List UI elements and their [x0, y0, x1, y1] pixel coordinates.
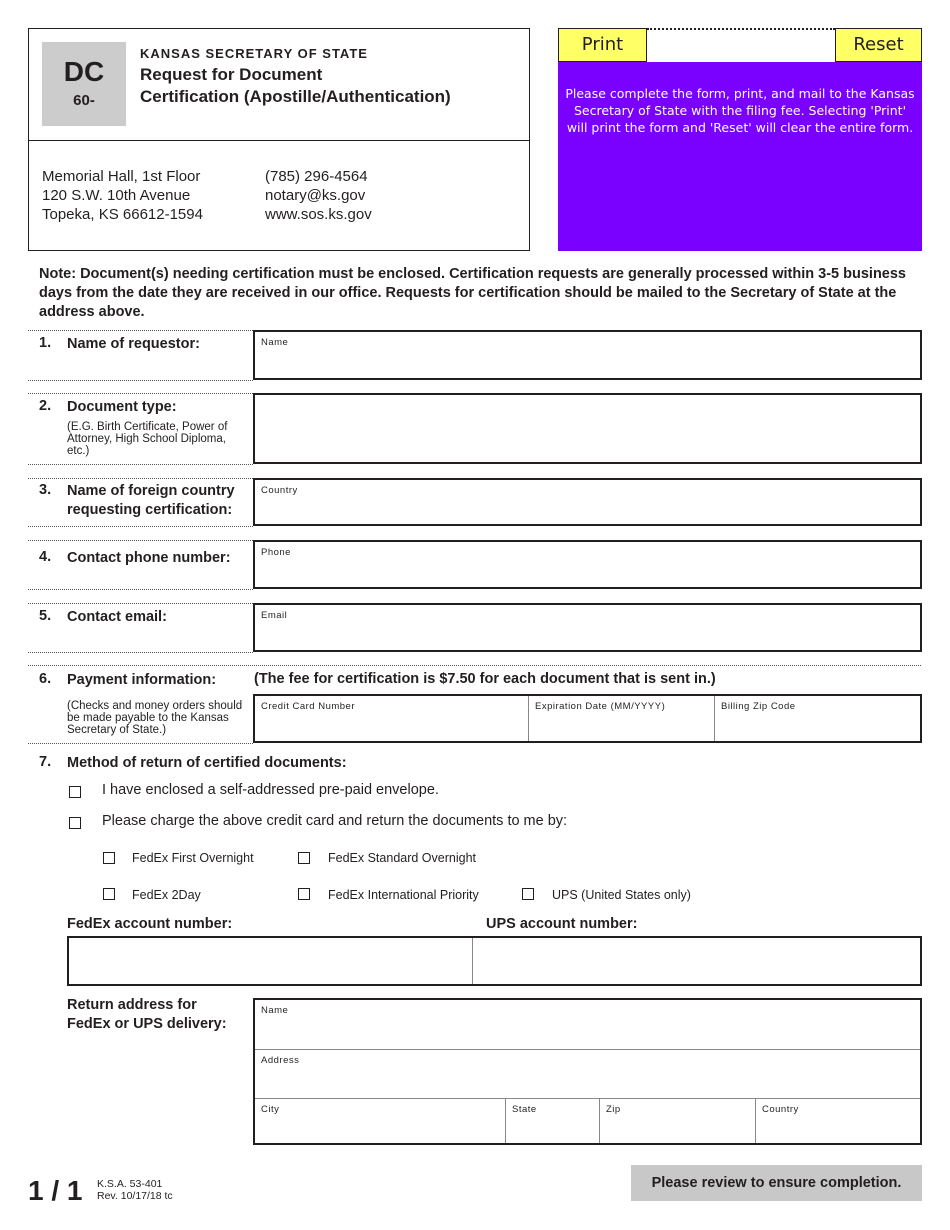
email-field[interactable]: [253, 603, 922, 652]
field-caption: Address: [261, 1055, 300, 1066]
instructions-panel: [558, 62, 922, 251]
row-separator: [28, 540, 253, 541]
contact-email-label: Contact email:: [67, 609, 167, 625]
return-method-label: Method of return of certified documents:: [67, 755, 347, 771]
fedex-2day-label: FedEx 2Day: [132, 888, 201, 902]
statute-reference: K.S.A. 53-401: [97, 1178, 163, 1190]
fee-note: (The fee for certification is $7.50 for each document that is sent in.): [254, 671, 716, 687]
foreign-country-label: [67, 482, 235, 520]
ups-account-field[interactable]: [473, 938, 920, 984]
country-field[interactable]: [755, 1099, 920, 1143]
ups-us-checkbox[interactable]: [522, 888, 534, 900]
city-field[interactable]: [255, 1099, 505, 1143]
page-number: 1 / 1: [28, 1175, 83, 1206]
charge-card-checkbox[interactable]: [69, 817, 81, 829]
reset-button[interactable]: Reset: [835, 28, 922, 62]
envelope-option-label: I have enclosed a self-addressed pre-paid envelope.: [102, 782, 439, 798]
row-separator: [28, 665, 921, 666]
row-separator: [28, 743, 253, 744]
row-separator: [28, 330, 253, 331]
question-number: 4.: [39, 549, 52, 565]
form-code: DC: [63, 56, 105, 87]
state-field[interactable]: [505, 1099, 599, 1143]
field-caption: Phone: [261, 547, 291, 558]
form-title-line2: Certification (Apostille/Authentication): [140, 87, 451, 106]
charge-card-option-label: Please charge the above credit card and return the documents to me by:: [102, 813, 568, 829]
ups-account-label: UPS account number:: [486, 916, 638, 932]
fedex-first-overnight-label: FedEx First Overnight: [132, 851, 254, 865]
row-separator: [28, 589, 253, 590]
office-website: www.sos.ks.gov: [265, 206, 372, 223]
instructions-text: Please complete the form, print, and mail to the Kansas Secretary of State with the filing fee. Selecting 'Print' will print the form and 'Reset' will clear the entire form.: [565, 86, 915, 135]
row-separator: [28, 526, 253, 527]
review-notice: Please review to ensure completion.: [631, 1165, 922, 1201]
form-number: 60-: [73, 92, 95, 109]
field-caption: Email: [261, 610, 288, 621]
header-divider: [28, 140, 530, 141]
field-caption: Credit Card Number: [261, 701, 355, 712]
fedex-account-field[interactable]: [69, 938, 472, 984]
button-bar-top-border: [647, 28, 835, 30]
office-phone: (785) 296-4564: [265, 168, 368, 185]
office-email: notary@ks.gov: [265, 187, 366, 204]
row-separator: [28, 464, 253, 465]
row-separator: [28, 478, 253, 479]
account-number-fields: [67, 936, 922, 986]
field-caption: Country: [762, 1104, 799, 1115]
foreign-country-label-line1: Name of foreign country: [67, 483, 235, 499]
footer-citation: [97, 1178, 173, 1202]
question-number: 6.: [39, 671, 52, 687]
agency-name: KANSAS SECRETARY OF STATE: [140, 46, 368, 61]
billing-zip-field[interactable]: [714, 696, 920, 741]
envelope-checkbox[interactable]: [69, 786, 81, 798]
fedex-2day-checkbox[interactable]: [103, 888, 115, 900]
return-address-fields: [253, 998, 922, 1145]
return-address-label-line1: Return address for: [67, 997, 197, 1013]
document-type-field[interactable]: [253, 393, 922, 464]
field-caption: Country: [261, 485, 298, 496]
field-caption: Name: [261, 337, 289, 348]
zip-field[interactable]: [599, 1099, 755, 1143]
processing-note: Note: Document(s) needing certification must be enclosed. Certification requests are generally processed within 3-5 business days from the date they are received in our office. Requests for certification should be mailed to the Secretary of State at the address above.: [39, 266, 906, 320]
payment-hint: (Checks and money orders should be made payable to the Kansas Secretary of State.): [67, 700, 243, 736]
fedex-account-label: FedEx account number:: [67, 916, 233, 932]
field-caption: Name: [261, 1005, 289, 1016]
row-separator: [28, 380, 253, 381]
return-address-label: [67, 996, 227, 1034]
question-number: 3.: [39, 482, 52, 498]
payment-fields: [253, 694, 922, 743]
row-separator: [28, 652, 253, 653]
fedex-intl-priority-checkbox[interactable]: [298, 888, 310, 900]
address-line3: Topeka, KS 66612-1594: [42, 206, 203, 223]
form-title-line1: Request for Document: [140, 65, 323, 84]
fedex-intl-priority-label: FedEx International Priority: [328, 888, 479, 902]
city-state-zip-row: [255, 1099, 920, 1143]
question-number: 2.: [39, 398, 52, 414]
return-address-field[interactable]: [255, 1050, 920, 1098]
ups-us-label: UPS (United States only): [552, 888, 691, 902]
fedex-standard-overnight-checkbox[interactable]: [298, 852, 310, 864]
payment-info-label: Payment information:: [67, 672, 217, 688]
row-separator: [28, 393, 253, 394]
print-button[interactable]: Print: [558, 28, 647, 62]
question-number: 5.: [39, 608, 52, 624]
return-address-label-line2: FedEx or UPS delivery:: [67, 1016, 227, 1032]
field-caption: Expiration Date (MM/YYYY): [535, 701, 666, 712]
row-separator: [28, 603, 253, 604]
expiration-date-field[interactable]: [528, 696, 714, 741]
field-caption: Zip: [606, 1104, 621, 1115]
field-caption: Billing Zip Code: [721, 701, 796, 712]
contact-phone-label: Contact phone number:: [67, 550, 231, 566]
form-code-badge: [42, 42, 126, 126]
field-caption: City: [261, 1104, 280, 1115]
return-name-field[interactable]: [255, 1000, 920, 1049]
address-line2: 120 S.W. 10th Avenue: [42, 187, 191, 204]
credit-card-number-field[interactable]: [255, 696, 528, 741]
phone-field[interactable]: [253, 540, 922, 589]
foreign-country-label-line2: requesting certification:: [67, 502, 233, 518]
field-caption: State: [512, 1104, 537, 1115]
requestor-name-label: Name of requestor:: [67, 336, 200, 352]
contact-info: [265, 167, 372, 224]
requestor-name-field[interactable]: [253, 330, 922, 380]
fedex-standard-overnight-label: FedEx Standard Overnight: [328, 851, 476, 865]
fedex-first-overnight-checkbox[interactable]: [103, 852, 115, 864]
address-line1: Memorial Hall, 1st Floor: [42, 168, 201, 185]
mailing-address: [42, 167, 203, 224]
question-number: 7.: [39, 754, 52, 770]
document-type-label: Document type:: [67, 399, 177, 415]
revision-date: Rev. 10/17/18 tc: [97, 1190, 173, 1202]
country-field[interactable]: [253, 478, 922, 526]
document-type-hint: (E.G. Birth Certificate, Power of Attorney, High School Diploma, etc.): [67, 421, 228, 457]
question-number: 1.: [39, 335, 52, 351]
form-title: [140, 64, 451, 108]
